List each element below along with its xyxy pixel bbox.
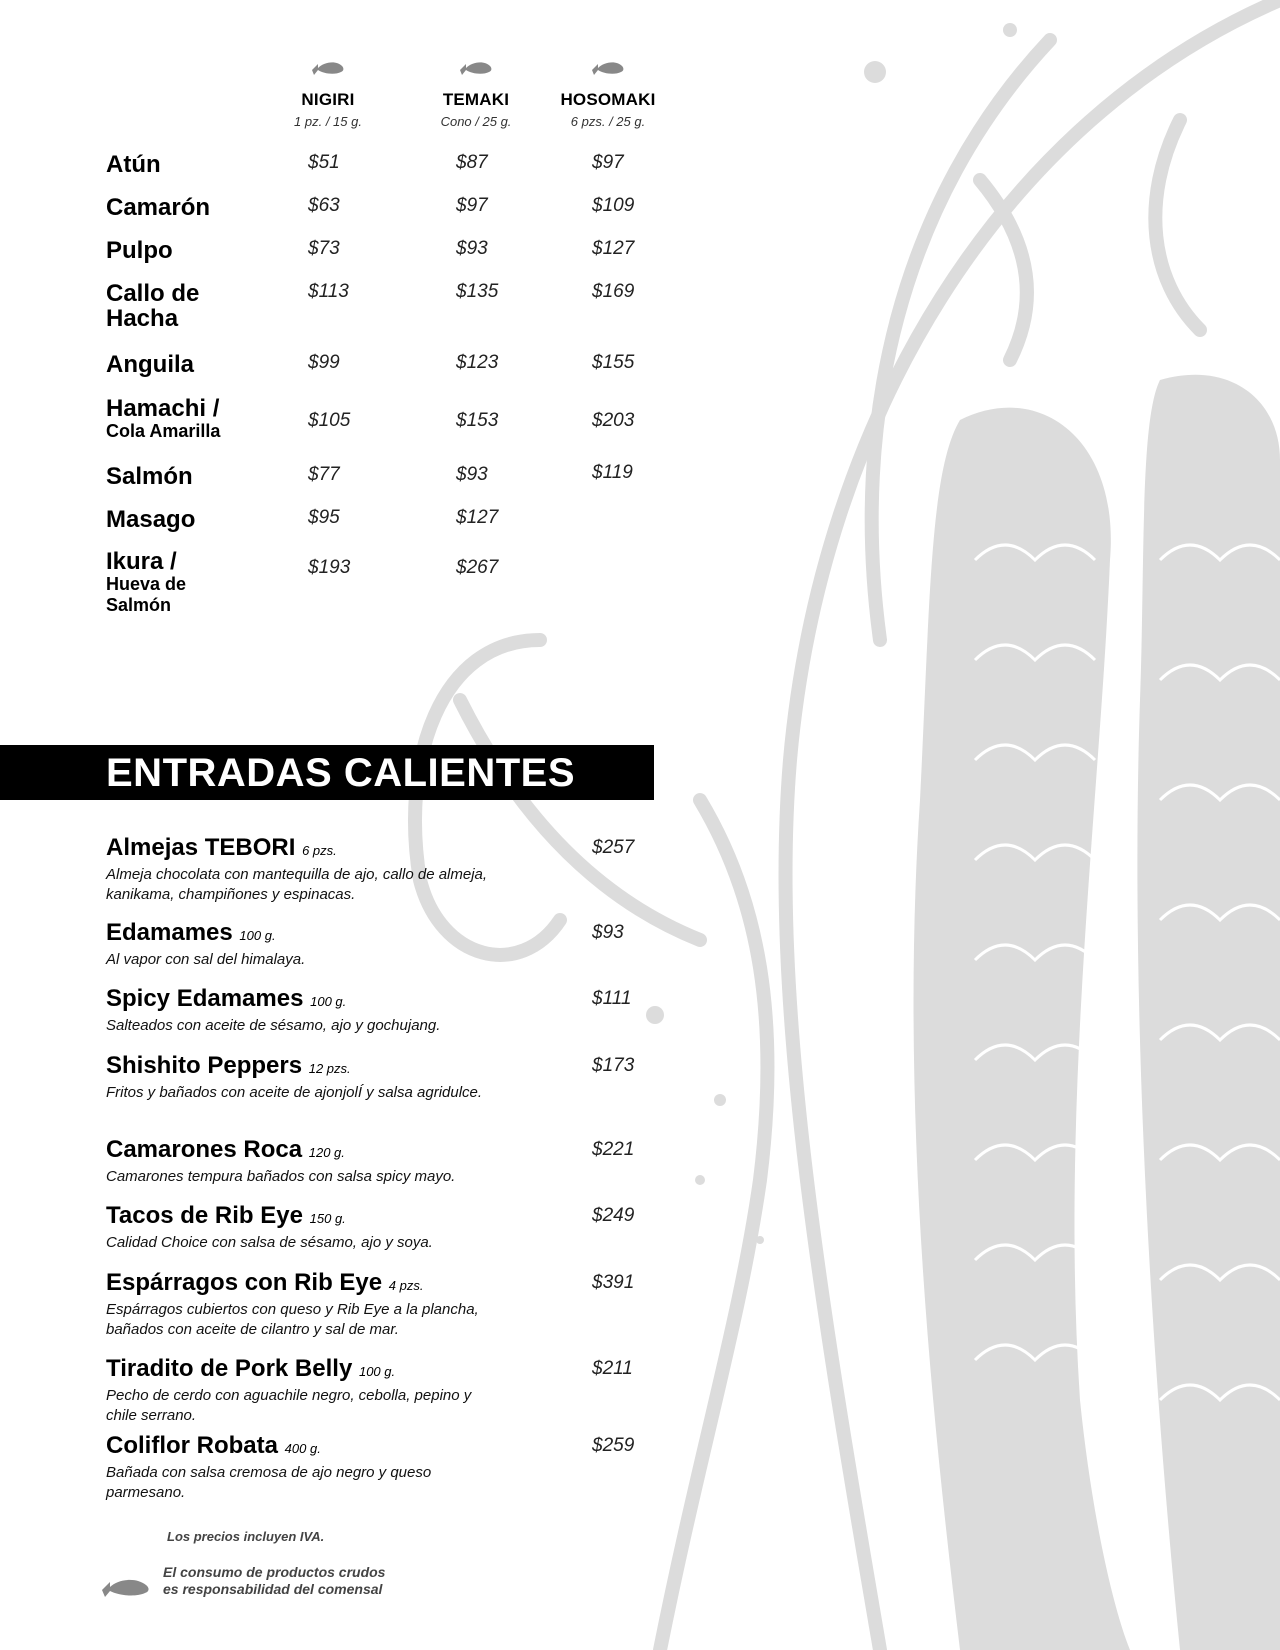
dish-title [106, 1052, 666, 1083]
sushi-item-name: Salmón [106, 463, 193, 490]
price-hosomaki: $155 [592, 352, 635, 373]
dish-description: Salteados con aceite de sésamo, ajo y gochujang. [106, 1017, 441, 1034]
dish-title [106, 1202, 666, 1233]
dish-name: Edamames [106, 919, 233, 946]
price-nigiri: $99 [308, 352, 340, 373]
price-hosomaki: $169 [592, 281, 635, 302]
dish-title [106, 985, 666, 1016]
sushi-item-main: Hamachi / [106, 395, 220, 422]
price-temaki: $267 [456, 557, 499, 578]
price-temaki: $93 [456, 238, 488, 259]
sushi-item-sub: Hueva de Salmón [106, 574, 187, 615]
dish-name: Spicy Edamames [106, 985, 304, 1012]
dish-price: $259 [592, 1435, 635, 1456]
dish-title [106, 1269, 666, 1300]
price-nigiri: $63 [308, 195, 340, 216]
sushi-item-name: Atún [106, 151, 161, 178]
dish-name: Shishito Peppers [106, 1052, 303, 1079]
dish-price: $173 [592, 1055, 635, 1076]
dish-qty: 120 g. [308, 1145, 345, 1160]
sushi-item-name: Camarón [106, 194, 211, 221]
sushi-item-sub: Cola Amarilla [106, 421, 221, 441]
column-name: HOSOMAKI [560, 90, 656, 109]
dish-title [106, 919, 666, 950]
price-hosomaki: $109 [592, 195, 635, 216]
dish-edamames [106, 919, 666, 970]
dish-name: Tacos de Rib Eye [106, 1202, 303, 1229]
dish-name: Espárragos con Rib Eye [106, 1269, 383, 1296]
dish-tacos-de-rib-eye [106, 1202, 666, 1253]
warning-line-1: El consumo de productos crudos [163, 1564, 386, 1580]
dish-coliflor-robata [106, 1432, 666, 1503]
price-temaki: $97 [456, 195, 488, 216]
column-portion: 1 pz. / 15 g. [294, 114, 362, 129]
column-name: NIGIRI [301, 90, 355, 109]
dish-name: Camarones Roca [106, 1136, 303, 1163]
column-portion: Cono / 25 g. [440, 114, 512, 129]
iva-note: Los precios incluyen IVA. [167, 1529, 325, 1544]
dish-tiradito-de-pork-belly [106, 1355, 666, 1426]
dish-description: Espárragos cubiertos con queso y Rib Eye a la plancha, bañados con aceite de cilantro y sal de mar. [106, 1301, 479, 1338]
dish-name: Tiradito de Pork Belly [106, 1355, 353, 1382]
column-header-hosomaki [528, 56, 688, 129]
dish-qty: 12 pzs. [308, 1061, 351, 1076]
price-nigiri: $95 [308, 507, 340, 528]
dish-title [106, 1136, 666, 1167]
dish-description: Pecho de cerdo con aguachile negro, cebolla, pepino y chile serrano. [106, 1387, 472, 1424]
dish-title [106, 1355, 666, 1386]
dish-price: $391 [592, 1272, 635, 1293]
sushi-item-name: Pulpo [106, 237, 173, 264]
price-temaki: $93 [456, 464, 488, 485]
dish-price: $211 [592, 1358, 633, 1379]
dish-description: Camarones tempura bañados con salsa spicy mayo. [106, 1168, 456, 1185]
price-hosomaki: $203 [592, 410, 635, 431]
dish-qty: 150 g. [309, 1211, 346, 1226]
section-banner [0, 745, 654, 800]
fish-icon [100, 1574, 152, 1600]
dish-description: Al vapor con sal del himalaya. [106, 951, 306, 968]
column-header-nigiri [248, 56, 408, 129]
dish-price: $93 [592, 922, 624, 943]
dish-qty: 100 g. [239, 928, 276, 943]
price-nigiri: $51 [308, 152, 340, 173]
price-temaki: $153 [456, 410, 499, 431]
dish-esparragos-con-rib-eye [106, 1269, 666, 1340]
column-name: TEMAKI [442, 90, 510, 109]
fish-icon [590, 56, 626, 78]
dish-description: Calidad Choice con salsa de sésamo, ajo y soya. [106, 1234, 433, 1251]
price-nigiri: $113 [308, 281, 349, 302]
sushi-item-name [106, 549, 226, 616]
price-hosomaki: $97 [592, 152, 624, 173]
sushi-item-main: Ikura / [106, 548, 177, 575]
dish-qty: 400 g. [284, 1441, 321, 1456]
price-temaki: $135 [456, 281, 499, 302]
dish-price: $111 [592, 988, 632, 1009]
sushi-item-name: Masago [106, 506, 196, 533]
dish-spicy-edamames [106, 985, 666, 1036]
price-nigiri: $105 [308, 410, 351, 431]
sushi-item-name: Anguila [106, 351, 194, 378]
dish-qty: 6 pzs. [302, 843, 337, 858]
dish-description: Bañada con salsa cremosa de ajo negro y queso parmesano. [106, 1464, 432, 1501]
fish-icon [458, 56, 494, 78]
price-temaki: $123 [456, 352, 499, 373]
dish-title [106, 834, 666, 865]
dish-description: Almeja chocolata con mantequilla de ajo, callo de almeja, kanikama, champiñones y espinacas. [106, 866, 488, 903]
price-temaki: $127 [456, 507, 499, 528]
price-hosomaki: $119 [592, 462, 633, 483]
price-hosomaki: $127 [592, 238, 635, 259]
dish-title [106, 1432, 666, 1463]
dish-description: Fritos y bañados con aceite de ajonjolÍ y salsa agridulce. [106, 1084, 483, 1101]
dish-qty: 100 g. [358, 1364, 396, 1379]
price-temaki: $87 [456, 152, 488, 173]
dish-shishito-peppers [106, 1052, 666, 1103]
dish-price: $257 [592, 837, 635, 858]
raw-consumption-warning [163, 1564, 385, 1598]
dish-camarones-roca [106, 1136, 666, 1187]
dish-almejas-tebori [106, 834, 666, 905]
dish-name: Coliflor Robata [106, 1432, 278, 1459]
dish-qty: 4 pzs. [388, 1278, 424, 1293]
sushi-item-name: Callo de Hacha [106, 280, 200, 332]
warning-line-2: es responsabilidad del comensal [163, 1581, 383, 1597]
fish-icon [310, 56, 346, 78]
price-nigiri: $77 [308, 464, 340, 485]
price-nigiri: $193 [308, 557, 351, 578]
column-portion: 6 pzs. / 25 g. [570, 114, 646, 129]
dish-name: Almejas TEBORI [106, 834, 296, 861]
dish-price: $249 [592, 1205, 635, 1226]
dish-qty: 100 g. [310, 994, 347, 1009]
sushi-item-name [106, 396, 306, 442]
price-nigiri: $73 [308, 238, 340, 259]
dish-price: $221 [592, 1139, 635, 1160]
section-title: ENTRADAS CALIENTES [106, 751, 576, 795]
